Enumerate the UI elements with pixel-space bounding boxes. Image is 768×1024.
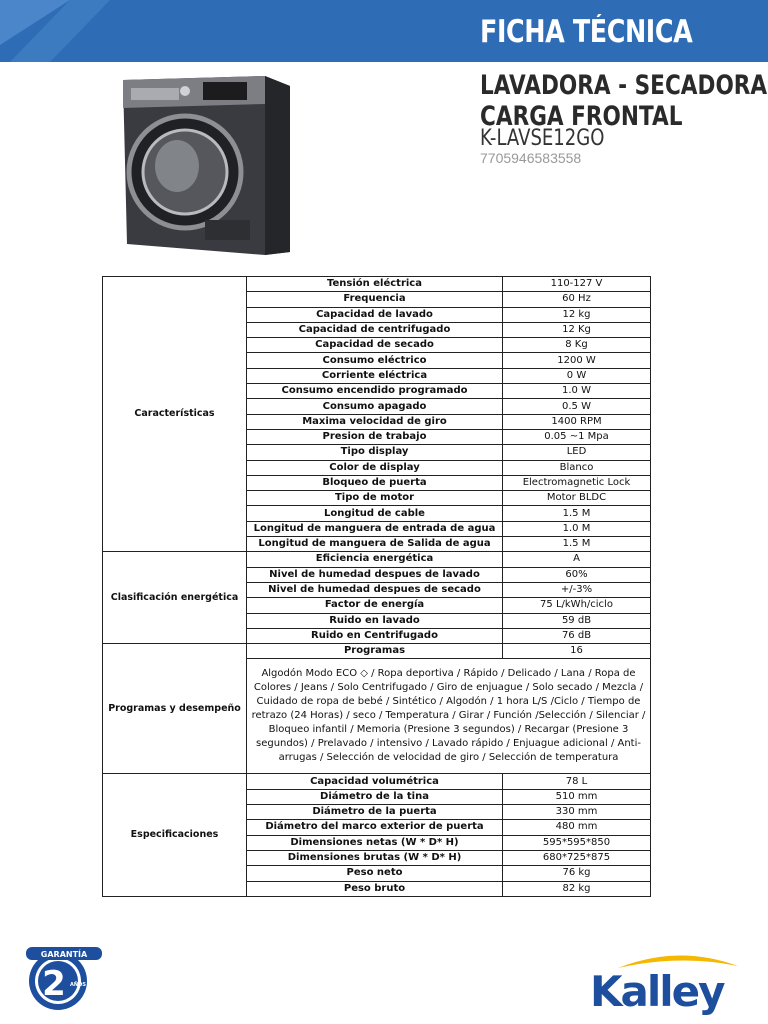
spec-label: Tensión eléctrica (247, 277, 503, 292)
spec-value: 510 mm (503, 789, 651, 804)
spec-value: 0.05 ~1 Mpa (503, 429, 651, 444)
spec-value: 0 W (503, 368, 651, 383)
spec-label: Consumo encendido programado (247, 384, 503, 399)
guarantee-badge (24, 945, 104, 1011)
spec-label: Dimensiones brutas (W * D* H) (247, 850, 503, 865)
spec-label: Tipo de motor (247, 491, 503, 506)
spec-label: Capacidad de centrifugado (247, 322, 503, 337)
spec-label: Capacidad de lavado (247, 307, 503, 322)
spec-label: Longitud de manguera de Salida de agua (247, 537, 503, 552)
spec-value: 1.0 M (503, 521, 651, 536)
spec-value: 0.5 W (503, 399, 651, 414)
spec-label: Nivel de humedad despues de secado (247, 582, 503, 597)
spec-value: 110-127 V (503, 277, 651, 292)
spec-label: Dimensiones netas (W * D* H) (247, 835, 503, 850)
spec-value: 1.0 W (503, 384, 651, 399)
spec-value: 1.5 M (503, 537, 651, 552)
spec-value: LED (503, 445, 651, 460)
washer-dryer-image (115, 72, 295, 257)
model-number: K-LAVSE12GO (480, 126, 605, 151)
spec-label: Peso bruto (247, 881, 503, 896)
spec-label: Tipo display (247, 445, 503, 460)
spec-row (103, 552, 651, 567)
spec-value: 12 kg (503, 307, 651, 322)
section-label: Especificaciones (103, 774, 247, 896)
spec-label: Ruido en Centrifugado (247, 628, 503, 643)
header-decoration (0, 0, 110, 62)
spec-value: 82 kg (503, 881, 651, 896)
spec-label: Factor de energía (247, 598, 503, 613)
spec-label: Capacidad de secado (247, 338, 503, 353)
guarantee-unit: AÑOS (70, 982, 86, 988)
programs-description: Algodón Modo ECO ◇ / Ropa deportiva / Rápido / Delicado / Lana / Ropa de Colores / Jeans / Solo Centrifugado / Giro de enjuague / Solo secado / Mezcla / Cuidado de ropa de bebé / Sintético / Algodón / 1 hora L/S /Ciclo / Tiempo de retrazo (24 Horas) / seco / Temperatura / Girar / Función /Selección / Silenciar / Bloqueo infantil / Memoria (Presione 3 segundos) / Recargar (Presione 3 segundos) / Prelavado / intensivo / Lavado rápido / Enjuague adicional / Anti-arrugas / Selección de velocidad de giro / Selección de temperatura (247, 659, 651, 774)
spec-value: 76 kg (503, 866, 651, 881)
page-title: FICHA TÉCNICA (480, 14, 693, 50)
spec-value: 16 (503, 644, 651, 659)
spec-value: 76 dB (503, 628, 651, 643)
header-bar (0, 0, 768, 62)
spec-row (103, 774, 651, 789)
spec-table-body (103, 277, 651, 897)
product-title-line1: LAVADORA - SECADORA (480, 70, 768, 101)
section-label: Programas y desempeño (103, 644, 247, 774)
spec-label: Longitud de manguera de entrada de agua (247, 521, 503, 536)
spec-row (103, 277, 651, 292)
spec-table (102, 276, 651, 897)
spec-value: Motor BLDC (503, 491, 651, 506)
spec-value: 60% (503, 567, 651, 582)
spec-value: 480 mm (503, 820, 651, 835)
product-title (480, 70, 767, 132)
spec-label: Bloqueo de puerta (247, 475, 503, 490)
guarantee-years: 2 (42, 964, 66, 1004)
spec-value: +/-3% (503, 582, 651, 597)
spec-label: Longitud de cable (247, 506, 503, 521)
spec-label: Corriente eléctrica (247, 368, 503, 383)
spec-label: Diámetro de la puerta (247, 805, 503, 820)
spec-label: Capacidad volumétrica (247, 774, 503, 789)
guarantee-label: GARANTÍA (40, 950, 88, 959)
spec-value: 78 L (503, 774, 651, 789)
spec-value: 1400 RPM (503, 414, 651, 429)
spec-value: A (503, 552, 651, 567)
kalley-logo (588, 948, 748, 1018)
section-label: Clasificación energética (103, 552, 247, 644)
spec-label: Consumo apagado (247, 399, 503, 414)
spec-value: 12 Kg (503, 322, 651, 337)
spec-value: 1.5 M (503, 506, 651, 521)
spec-row (103, 644, 651, 659)
spec-label: Presion de trabajo (247, 429, 503, 444)
spec-value: 60 Hz (503, 292, 651, 307)
spec-label: Maxima velocidad de giro (247, 414, 503, 429)
spec-label: Eficiencia energética (247, 552, 503, 567)
spec-value: 595*595*850 (503, 835, 651, 850)
spec-value: 8 Kg (503, 338, 651, 353)
spec-label: Consumo eléctrico (247, 353, 503, 368)
spec-value: 680*725*875 (503, 850, 651, 865)
spec-label: Frequencia (247, 292, 503, 307)
product-title-line2: CARGA FRONTAL (480, 101, 683, 132)
spec-label: Ruido en lavado (247, 613, 503, 628)
ean-barcode-number: 7705946583558 (480, 150, 582, 166)
spec-value: Electromagnetic Lock (503, 475, 651, 490)
spec-value: 330 mm (503, 805, 651, 820)
section-label: Características (103, 277, 247, 552)
spec-label: Diámetro del marco exterior de puerta (247, 820, 503, 835)
spec-value: Blanco (503, 460, 651, 475)
spec-label: Diámetro de la tina (247, 789, 503, 804)
spec-value: 59 dB (503, 613, 651, 628)
spec-label: Nivel de humedad despues de lavado (247, 567, 503, 582)
spec-label: Peso neto (247, 866, 503, 881)
spec-value: 75 L/kWh/ciclo (503, 598, 651, 613)
brand-name: Kalley (590, 967, 724, 1016)
spec-label: Programas (247, 644, 503, 659)
spec-value: 1200 W (503, 353, 651, 368)
spec-label: Color de display (247, 460, 503, 475)
